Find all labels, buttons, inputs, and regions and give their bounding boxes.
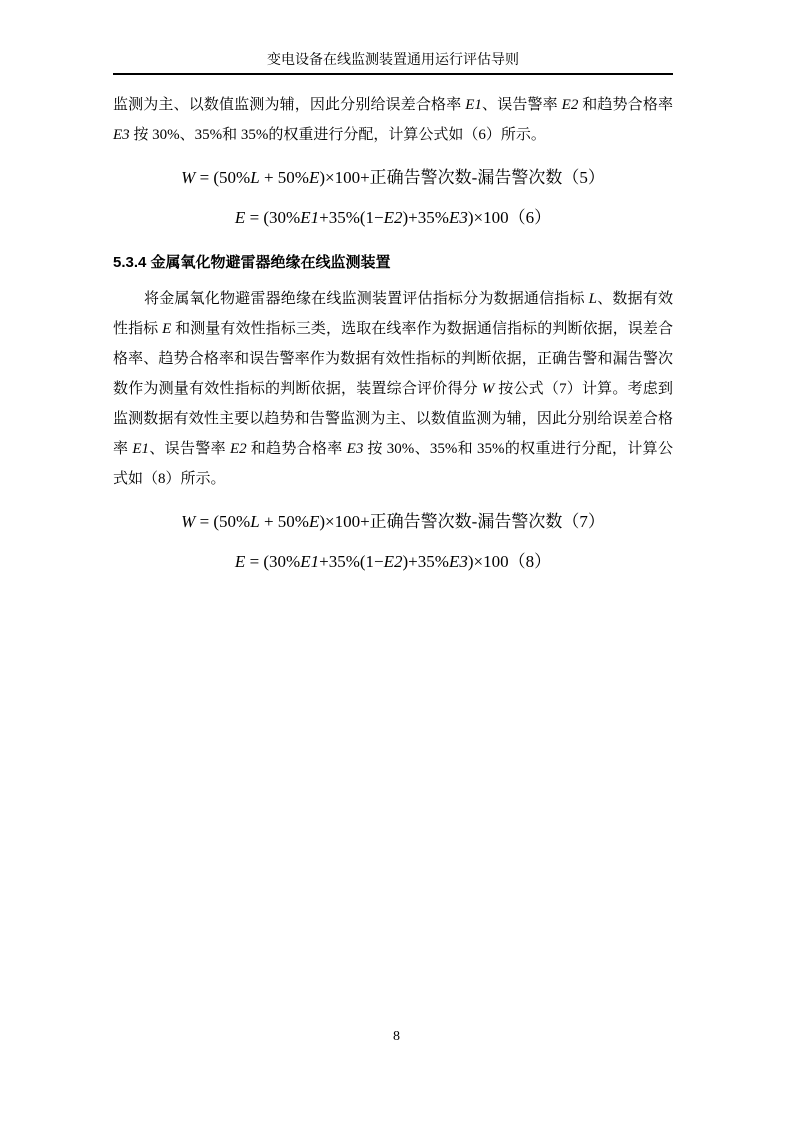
header-title: 变电设备在线监测装置通用运行评估导则 [267,53,519,68]
paragraph-section-body: 将金属氧化物避雷器绝缘在线监测装置评估指标分为数据通信指标 L、数据有效性指标 E 和测量有效性指标三类，选取在线率作为数据通信指标的判断依据，误差合格率、趋势合格率和误告警率作为数据有效性指标的判断依据，正确告警和漏告警次数作为测量有效性指标的判断依据，装置综合评价得分 W 按公式（7）计算。考虑到监测数据有效性主要以趋势和告警监测为主、以数值监测为辅，因此分别给误差合格率 E1、误告警率 E2 和趋势合格率 E3 按 30%、35%和 35%的权重进行分配，计算公式如（8）所示。 [113,291,673,487]
formula-5: W = (50%L + 50%E)×100+正确告警次数-漏告警次数（5） [181,168,605,187]
section-heading-5-3-4: 5.3.4 金属氧化物避雷器绝缘在线监测装置 [113,254,391,271]
paragraph-continuation: 监测为主、以数值监测为辅，因此分别给误差合格率 E1、误告警率 E2 和趋势合格率 E3 按 30%、35%和 35%的权重进行分配，计算公式如（6）所示。 [113,97,673,143]
formula-6: E = (30%E1+35%(1−E2)+35%E3)×100（6） [234,208,552,227]
page-header [113,52,673,75]
page-number: 8 [393,1029,400,1044]
page-footer [0,1028,793,1045]
formula-8: E = (30%E1+35%(1−E2)+35%E3)×100（8） [234,552,552,571]
page-content [113,90,673,590]
formula-7: W = (50%L + 50%E)×100+正确告警次数-漏告警次数（7） [181,512,605,531]
